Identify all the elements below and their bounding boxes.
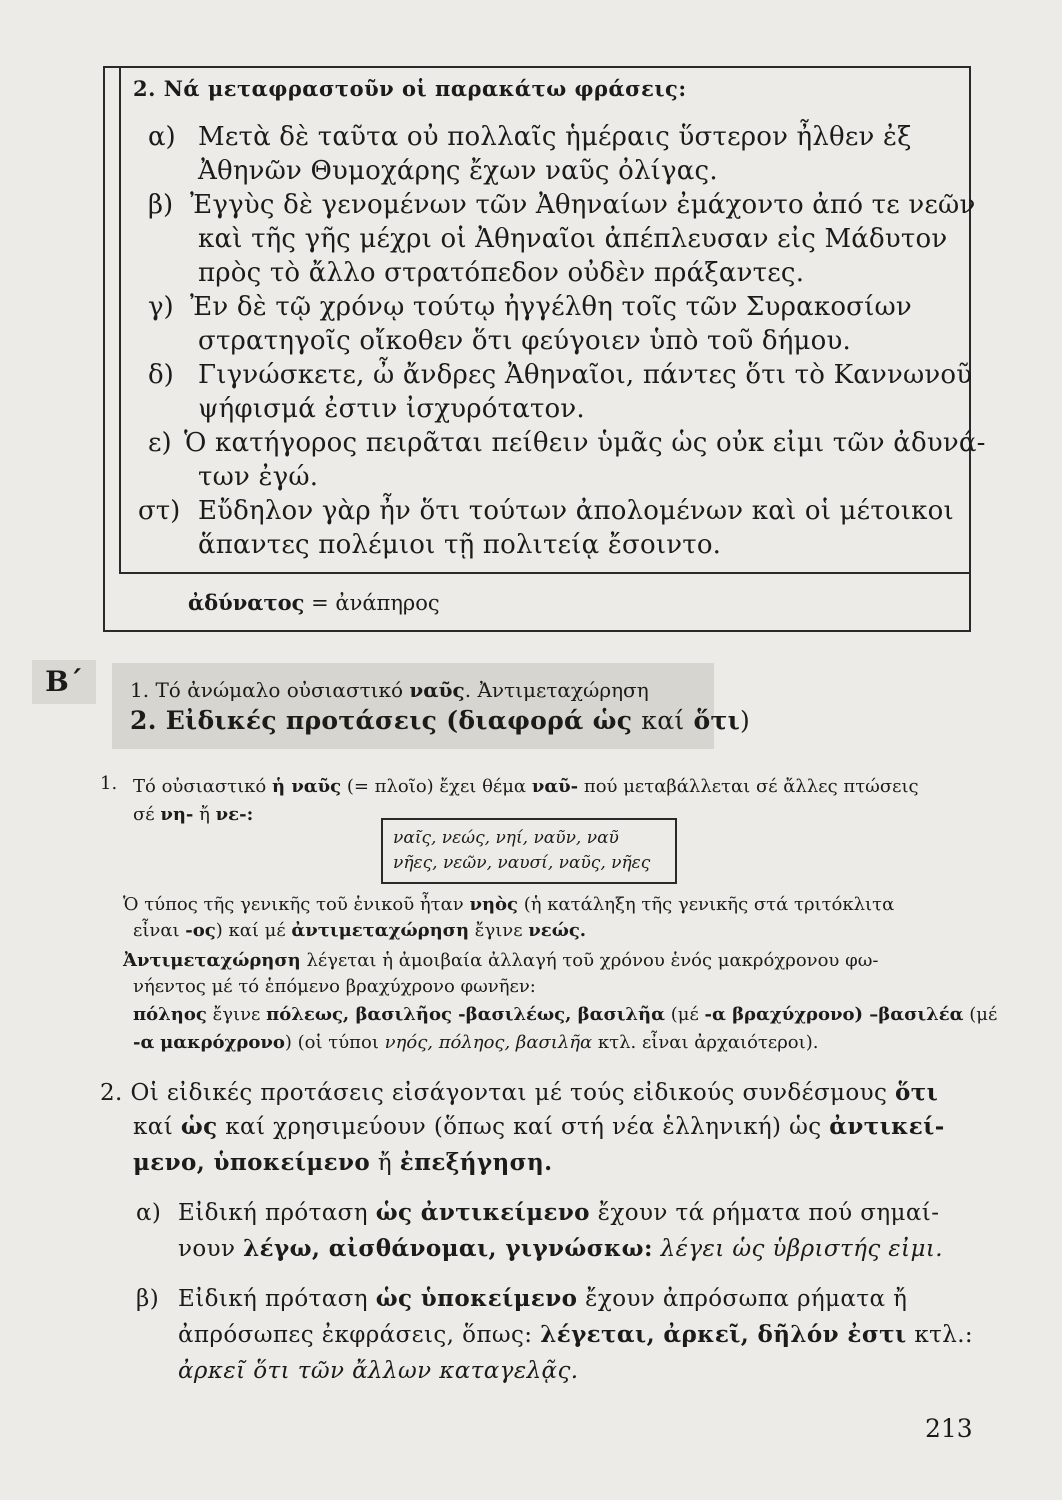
forms-row: ναῖς, νεώς, νηί, ναῦν, ναῦ: [393, 828, 619, 848]
section-rest: . Ἀντιμεταχώρηση: [464, 678, 649, 702]
bold-text: λέγω, αἰσθάνομαι, γιγνώσκω:: [243, 1235, 653, 1262]
bold-text: -ος: [185, 920, 216, 941]
text: εἶναι: [133, 920, 180, 941]
bold-text: μενο, ὑποκείμενο: [133, 1149, 371, 1176]
bold-text: ἀντικεί-: [829, 1113, 945, 1140]
part1-line: νήεντος μέ τό ἑπόμενο βραχύχρονο φωνῆεν:: [133, 976, 536, 997]
part1-line: [133, 802, 253, 828]
text: κτλ.:: [914, 1322, 974, 1348]
exercise-line: Ἀθηνῶν Θυμοχάρης ἔχων ναῦς ὀλίγας.: [198, 156, 718, 186]
part1-line: [133, 918, 586, 944]
exercise-item-label: β): [148, 190, 174, 220]
exercise-item-label: γ): [148, 292, 174, 322]
section-text: 2. Εἰδικές προτάσεις (διαφορά: [130, 706, 584, 735]
section-num: 1.: [130, 678, 150, 702]
italic-text: νηός, πόληος, βασιλῆα: [384, 1032, 593, 1053]
section-badge: Β΄: [32, 660, 96, 704]
section-bold: ὡς: [592, 706, 633, 735]
part1-line: [123, 948, 878, 974]
gloss: [188, 590, 440, 615]
section-line-2: [130, 706, 750, 735]
exercise-item-label: α): [148, 122, 176, 152]
exercise-line: Ἐν δὲ τῷ χρόνῳ τούτῳ ἠγγέλθη τοῖς τῶν Συρακοσίων: [190, 292, 912, 322]
part2-line: [178, 1232, 943, 1266]
section-text: ): [740, 706, 751, 735]
part1-num: 1.: [100, 773, 118, 794]
bold-text: μακρόχρονο: [160, 1032, 285, 1053]
text: καί χρησιμεύουν (ὅπως καί στή νέα ἑλληνική) ὡς: [225, 1114, 822, 1140]
text: κτλ. εἶναι ἀρχαιότεροι).: [597, 1032, 819, 1053]
part1-line: [133, 1002, 997, 1028]
exercise-line: στρατηγοῖς οἴκοθεν ὅτι φεύγοιεν ὑπὸ τοῦ δήμου.: [198, 326, 851, 356]
part2-line: [178, 1354, 578, 1388]
exercise-item-label: στ): [138, 496, 181, 526]
bold-text: ἀντιμεταχώρηση: [291, 920, 470, 941]
gloss-term: ἀδύνατος: [188, 590, 305, 615]
text: (ἡ κατάληξη τῆς γενικῆς στά τριτόκλιτα: [523, 894, 895, 915]
bold-text: πόληος: [133, 1004, 207, 1025]
bold-text: Ἀντιμεταχώρηση: [123, 950, 301, 971]
forms-box: [381, 818, 677, 884]
bold-text: ὡς ἀντικείμενο: [375, 1199, 590, 1226]
bold-text: πόλεως, βασιλῆος -βασιλέως, βασιλῆα: [266, 1004, 665, 1025]
bold-text: ὡς: [180, 1113, 218, 1140]
bold-text: νη-: [160, 804, 194, 825]
part2-line: [100, 1076, 938, 1110]
bold-text: -α βραχύχρονο) –βασιλέα: [704, 1004, 964, 1025]
bold-text: ἐπεξήγηση.: [399, 1149, 553, 1176]
exercise-line: Μετὰ δὲ ταῦτα οὐ πολλαῖς ἡμέραις ὕστερον ἦλθεν ἐξ: [198, 122, 912, 152]
part1-line: [133, 774, 919, 800]
part1-line: [123, 892, 894, 918]
text: σέ: [133, 804, 155, 825]
text: ἀπρόσωπες ἐκφράσεις, ὅπως:: [178, 1322, 533, 1348]
italic-text: λέγει ὡς ὑβριστής εἰμι.: [660, 1236, 943, 1262]
forms-row: νῆες, νεῶν, ναυσί, ναῦς, νῆες: [393, 853, 651, 873]
exercise-item-label: δ): [148, 360, 174, 390]
text: Εἰδική πρόταση: [178, 1286, 368, 1312]
text: ἤ: [199, 804, 210, 825]
text: λέγεται ἡ ἀμοιβαία ἀλλαγή τοῦ χρόνου ἑνός μακρόχρονου φω-: [306, 950, 879, 971]
part2-item-label: β): [136, 1286, 160, 1312]
section-text: καί: [641, 706, 685, 735]
part2-line: [133, 1110, 945, 1144]
text: καί: [133, 1114, 174, 1140]
bold-text: νηὸς: [469, 894, 519, 915]
exercise-item-label: ε): [148, 428, 172, 458]
exercise-line: Εὔδηλον γὰρ ἦν ὅτι τούτων ἀπολομένων καὶ οἱ μέτοικοι: [198, 496, 954, 526]
part1-line: [133, 1030, 818, 1056]
part2-line: [178, 1282, 907, 1316]
text: ἔγινε: [212, 1004, 261, 1025]
exercise-line: Γιγνώσκετε, ὦ ἄνδρες Ἀθηναῖοι, πάντες ὅτι τὸ Καννωνοῦ: [198, 360, 973, 390]
text: (μέ: [969, 1004, 998, 1025]
text: ) (οἱ τύποι: [284, 1032, 379, 1053]
text: ἔχουν ἀπρόσωπα ρήματα ἤ: [585, 1286, 908, 1312]
text: 2. Οἱ εἰδικές προτάσεις εἰσάγονται μέ τούς εἰδικούς συνδέσμους: [100, 1080, 888, 1106]
italic-text: ἀρκεῖ ὅτι τῶν ἄλλων καταγελᾷς.: [178, 1358, 579, 1384]
part2-line: [178, 1196, 939, 1230]
text: (= πλοῖο) ἔχει θέμα: [346, 776, 527, 797]
section-line-1: [130, 678, 649, 702]
bold-text: ἡ ναῦς: [271, 776, 342, 797]
part2-line: [178, 1318, 973, 1352]
gloss-meaning: ἀνάπηρος: [335, 591, 440, 615]
part2-item-label: α): [136, 1200, 162, 1226]
exercise-line: ψήφισμά ἐστιν ἰσχυρότατον.: [198, 394, 585, 424]
bold-text: νεώς.: [528, 920, 587, 941]
text: Εἰδική πρόταση: [178, 1200, 368, 1226]
bold-text: -α: [133, 1032, 155, 1053]
text: Ὁ τύπος τῆς γενικῆς τοῦ ἑνικοῦ ἦταν: [123, 894, 464, 915]
page-number: 213: [925, 1414, 973, 1443]
bold-text: ναῦ-: [531, 776, 579, 797]
exercise-line: καὶ τῆς γῆς μέχρι οἱ Ἀθηναῖοι ἀπέπλευσαν εἰς Μάδυτον: [198, 224, 948, 254]
section-text: Τό ἀνώμαλο οὐσιαστικό: [155, 678, 404, 702]
text: ἔγινε: [474, 920, 523, 941]
exercise-line: ἅπαντες πολέμιοι τῇ πολιτείᾳ ἔσοιντο.: [198, 530, 722, 560]
exercise-line: των ἐγώ.: [198, 462, 319, 492]
exercise-title: 2. Νά μεταφραστοῦν οἱ παρακάτω φράσεις:: [133, 76, 687, 101]
exercise-line: Ὁ κατήγορος πειρᾶται πείθειν ὑμᾶς ὡς οὐκ εἰμι τῶν ἀδυνά-: [184, 428, 986, 458]
text: ἔχουν τά ρήματα πού σημαί-: [597, 1200, 940, 1226]
bold-text: ὡς ὑποκείμενο: [375, 1285, 578, 1312]
text: Τό οὐσιαστικό: [133, 776, 267, 797]
bold-text: λέγεται, ἀρκεῖ, δῆλόν ἐστι: [540, 1321, 907, 1348]
text: ) καί μέ: [215, 920, 286, 941]
text: πού μεταβάλλεται σέ ἄλλες πτώσεις: [583, 776, 919, 797]
text: ἤ: [377, 1150, 393, 1176]
text: νουν: [178, 1236, 236, 1262]
section-bold: ὅτι: [693, 706, 741, 735]
bold-text: ὅτι: [895, 1079, 939, 1106]
text: (μέ: [670, 1004, 699, 1025]
gloss-eq: =: [311, 591, 329, 615]
exercise-line: Ἐγγὺς δὲ γενομένων τῶν Ἀθηναίων ἐμάχοντο ἀπό τε νεῶν: [190, 190, 976, 220]
bold-text: νε-:: [215, 804, 254, 825]
section-bold: ναῦς: [409, 678, 465, 702]
exercise-line: πρὸς τὸ ἄλλο στρατόπεδον οὐδὲν πράξαντες.: [198, 258, 805, 288]
part2-line: [133, 1146, 553, 1180]
